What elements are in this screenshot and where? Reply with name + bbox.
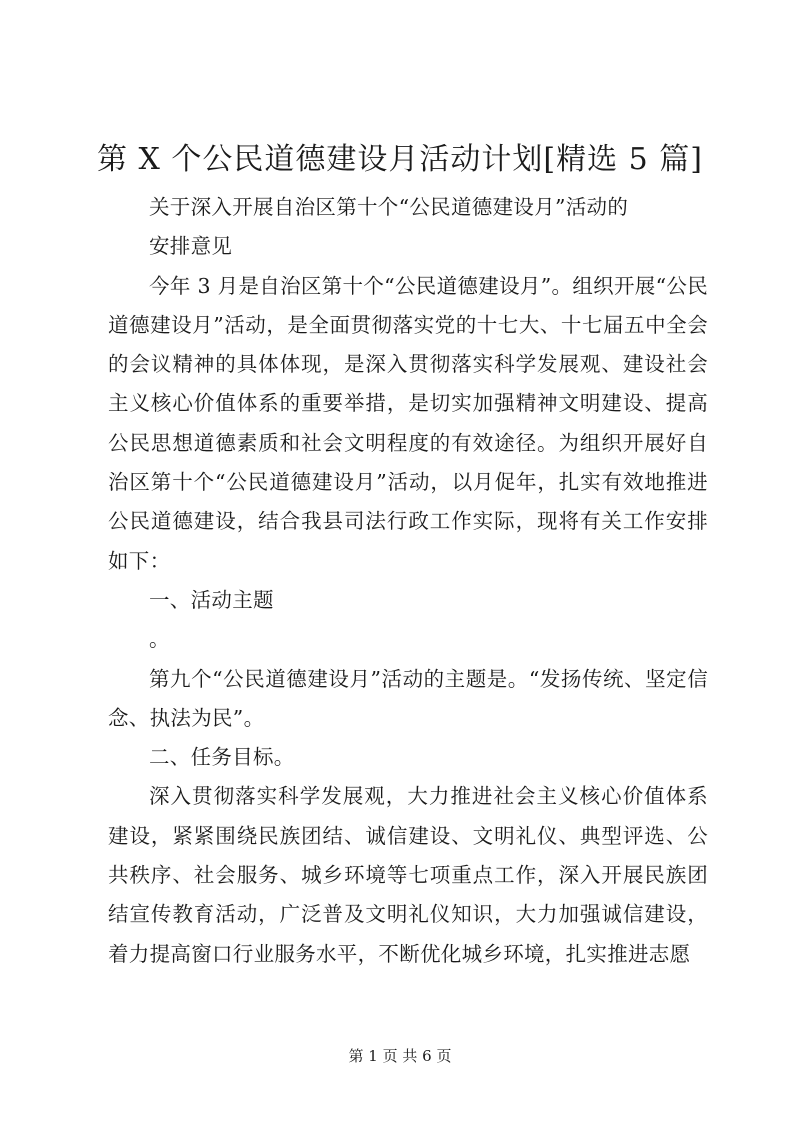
document-title: 第 X 个公民道德建设月活动计划[精选 5 篇] [97,142,703,177]
paragraph-intro: 今年 3 月是自治区第十个“公民道德建设月”。组织开展“公民道德建设月”活动，是全面贯彻落实党的十七大、十七届五中全会的会议精神的具体体现，是深入贯彻落实科学发展观、建设社会主义核心价值体系的重要举措，是切实加强精神文明建设、提高公民思想道德素质和社会文明程度的有效途径。为组织开展好自治区第十个“公民道德建设月”活动，以月促年，扎实有效地推进公民道德建设，结合我县司法行政工作实际，现将有关工作安排如下： [108,273,708,573]
paragraph-heading-line-1: 关于深入开展自治区第十个“公民道德建设月”活动的 [149,195,629,219]
section-heading-goals: 二、任务目标。 [149,745,295,770]
paragraph-heading-line-2: 安排意见 [149,234,233,259]
paragraph-goals: 深入贯彻落实科学发展观，大力推进社会主义核心价值体系建设，紧紧围绕民族团结、诚信建设、文明礼仪、典型评选、公共秩序、社会服务、城乡环境等七项重点工作，深入开展民族团结宣传教育活动，广泛普及文明礼仪知识，大力加强诚信建设，着力提高窗口行业服务水平，不断优化城乡环境，扎实推进志愿 [108,784,708,966]
section-heading-theme: 一、活动主题 [149,587,274,612]
document-body [108,188,708,974]
paragraph-period: 。 [149,627,170,652]
page-footer: 第 1 页 共 6 页 [348,1047,452,1065]
paragraph-theme: 第九个“公民道德建设月”活动的主题是。“发扬传统、坚定信念、执法为民”。 [108,666,708,730]
